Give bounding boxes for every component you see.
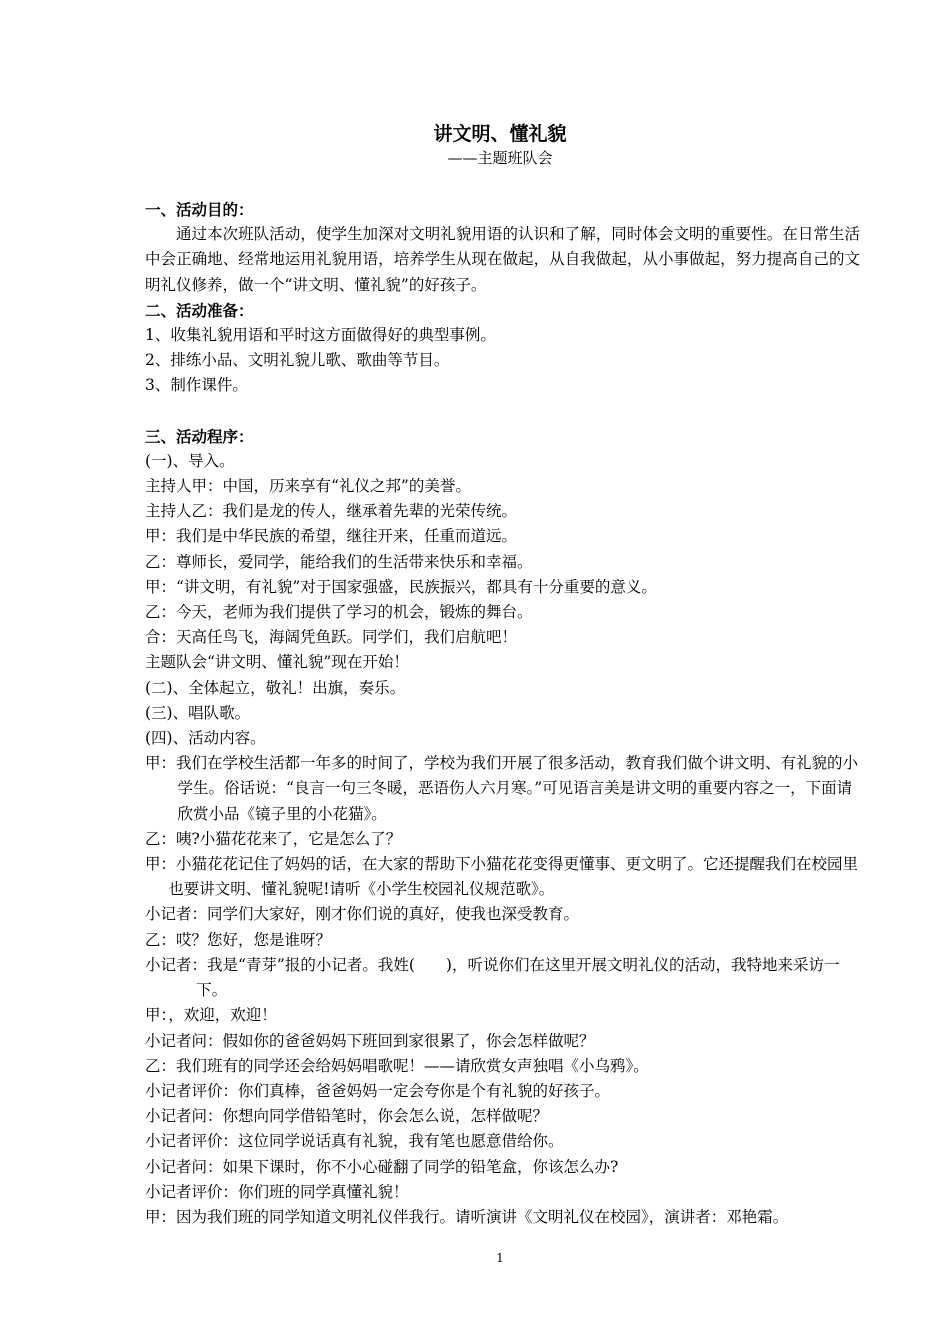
text-line: 主持人甲：中国，历来享有“礼仪之邦”的美誉。 [145,477,471,496]
text-line: 合：天高任鸟飞，海阔凭鱼跃。同学们，我们启航吧！ [145,628,518,647]
text-line: 小记者问：如果下课时，你不小心碰翻了同学的铅笔盒，你该怎么办? [145,1157,619,1176]
text-line: 乙：今天，老师为我们提供了学习的机会，锻炼的舞台。 [145,603,533,622]
section-heading: 二、活动准备： [145,300,254,320]
text-line: 小记者问：你想向同学借铅笔时，你会怎么说，怎样做呢？ [145,1107,549,1126]
text-line: (三)、唱队歌。 [145,703,251,722]
document-title: 讲文明、懂礼貌 [433,123,567,145]
text-line: 小记者问：假如你的爸爸妈妈下班回到家很累了，你会怎样做呢？ [145,1031,595,1050]
text-line: 甲：因为我们班的同学知道文明礼仪伴我行。请听演讲《文明礼仪在校园》，演讲者：邓艳霜。 [145,1207,789,1226]
text-line: 小记者：同学们大家好，刚才你们说的真好，使我也深受教育。 [145,905,580,924]
text-line: 甲：小猫花花记住了妈妈的话，在大家的帮助下小猫花花变得更懂事、更文明了。它还提醒我们在校园里也要讲文明、懂礼貌呢!请听《小学生校园礼仪规范歌》。 [145,855,859,899]
list-item: 2、排练小品、文明礼貌儿歌、歌曲等节目。 [145,351,450,370]
text-line: 乙：尊师长，爱同学，能给我们的生活带来快乐和幸福。 [145,552,533,571]
section-heading: 一、活动目的： [145,200,254,219]
spacer [145,399,860,424]
text-line: 甲：“讲文明，有礼貌”对于国家强盛，民族振兴，都具有十分重要的意义。 [145,577,657,596]
text-line: 小记者：我是“青芽”报的小记者。我姓( )，听说你们在这里开展文明礼仪的活动，我特地来采访一下。 [145,955,840,1000]
text-line: 小记者评价：你们班的同学真懂礼貌！ [145,1182,409,1201]
text-line: 甲：我们是中华民族的希望，继往开来，任重而道远。 [145,527,518,546]
text-line: 乙：哎？您好，您是谁呀？ [145,930,332,949]
paragraph: 通过本次班队活动，使学生加深对文明礼貌用语的认识和了解，同时体会文明的重要性。在日常生活中会正确地、经常地运用礼貌用语，培养学生从现在做起，从自我做起，从小事做起，努力提高自己的文明礼仪修养，做一个“讲文明、懂礼貌”的好孩子。 [145,225,860,294]
text-line: 甲：我们在学校生活都一年多的时间了，学校为我们开展了很多活动，教育我们做个讲文明、有礼貌的小学生。俗话说：“良言一句三冬暖，恶语伤人六月寒。”可见语言美是讲文明的重要内容之一，下面请欣赏小品《镜子里的小花猫》。 [145,754,859,823]
list-item: 1、收集礼貌用语和平时这方面做得好的典型事例。 [145,326,496,345]
text-line: (一)、导入。 [145,451,235,470]
text-line: 乙：咦?小猫花花来了，它是怎么了？ [145,829,402,848]
text-line: 主持人乙：我们是龙的传人，继承着先辈的光荣传统。 [145,502,518,521]
document-body [145,197,860,1230]
text-line: 甲：，欢迎，欢迎！ [145,1006,277,1025]
list-item: 3、制作课件。 [145,376,248,395]
text-line: 小记者评价：你们真棒，爸爸妈妈一定会夸你是个有礼貌的好孩子。 [145,1081,611,1100]
document-subtitle: ——主题班队会 [447,149,553,167]
page-number: 1 [496,1251,504,1265]
text-line: (二)、全体起立，敬礼！出旗，奏乐。 [145,678,406,697]
text-line: 乙：我们班有的同学还会给妈妈唱歌呢！——请欣赏女声独唱《小乌鸦》。 [145,1056,649,1075]
section-heading: 三、活动程序： [145,426,254,446]
text-line: (四)、活动内容。 [145,729,266,748]
text-line: 主题队会“讲文明、懂礼貌”现在开始！ [145,653,409,672]
text-line: 小记者评价：这位同学说话真有礼貌，我有笔也愿意借给你。 [145,1132,564,1151]
